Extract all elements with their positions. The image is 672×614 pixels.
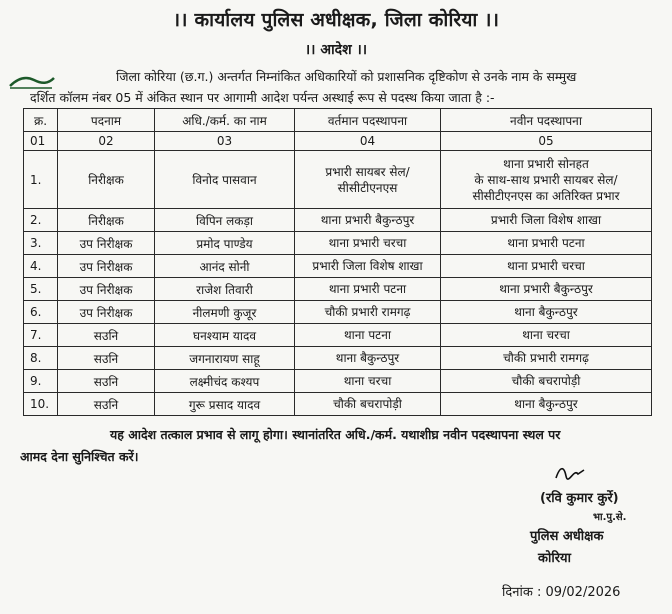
row-officer-name: राजेश तिवारी xyxy=(155,278,295,301)
posting-line: चौकी बचरापोड़ी xyxy=(511,374,581,388)
row-serial: 10. xyxy=(24,393,58,416)
posting-line: थाना प्रभारी चरचा xyxy=(507,259,585,273)
row-serial: 9. xyxy=(24,370,58,393)
row-current-posting xyxy=(295,232,441,255)
row-officer-name: प्रमोद पाण्डेय xyxy=(155,232,295,255)
row-rank: सउनि xyxy=(58,324,155,347)
posting-line: प्रभारी जिला विशेष शाखा xyxy=(490,213,602,227)
posting-line: चौकी प्रभारी रामगढ़ xyxy=(503,351,589,365)
row-serial: 1. xyxy=(24,151,58,209)
col-number: 03 xyxy=(155,132,295,151)
posting-line: थाना प्रभारी पटना xyxy=(507,236,585,250)
page-title: ।। कार्यालय पुलिस अधीक्षक, जिला कोरिया ।। xyxy=(172,9,500,31)
row-rank: सउनि xyxy=(58,393,155,416)
row-new-posting xyxy=(441,209,652,232)
posting-line: थाना बैकुन्ठपुर xyxy=(335,351,400,365)
row-officer-name: घनश्याम यादव xyxy=(155,324,295,347)
row-new-posting xyxy=(441,232,652,255)
col-header-name: अधि./कर्म. का नाम xyxy=(155,109,295,132)
row-current-posting xyxy=(295,151,441,209)
signatory-designation: पुलिस अधीक्षक xyxy=(530,529,604,544)
row-serial: 3. xyxy=(24,232,58,255)
table-row xyxy=(24,151,652,209)
col-number: 01 xyxy=(24,132,58,151)
signatory-place: कोरिया xyxy=(538,551,571,566)
row-rank: सउनि xyxy=(58,370,155,393)
footer-line-1: यह आदेश तत्काल प्रभाव से लागू होगा। स्थानांतरित अधि./कर्म. यथाशीघ्र नवीन पदस्थापना स्थल पर xyxy=(110,427,561,442)
order-date: दिनांक : 09/02/2026 xyxy=(502,585,621,600)
intro-line-2: दर्शित कॉलम नंबर 05 में अंकित स्थान पर आगामी आदेश पर्यन्त अस्थाई रूप से पदस्थ किया जाता है :- xyxy=(30,90,495,105)
row-officer-name: विपिन लकड़ा xyxy=(155,209,295,232)
signatory-name: (रवि कुमार कुर्रे) xyxy=(540,491,619,506)
posting-line: थाना प्रभारी सोनहत xyxy=(503,156,589,171)
table-row xyxy=(24,232,652,255)
row-current-posting xyxy=(295,324,441,347)
row-officer-name: जगनारायण साहू xyxy=(155,347,295,370)
signature-scribble xyxy=(552,462,592,484)
row-current-posting xyxy=(295,301,441,324)
row-current-posting xyxy=(295,347,441,370)
row-current-posting xyxy=(295,209,441,232)
posting-line: प्रभारी सायबर सेल/ xyxy=(325,164,410,179)
posting-line: चौकी बचरापोड़ी xyxy=(333,397,402,411)
posting-line: थाना चरचा xyxy=(522,328,570,342)
row-serial: 7. xyxy=(24,324,58,347)
posting-line: थाना बैकुन्ठपुर xyxy=(514,305,578,319)
row-new-posting xyxy=(441,301,652,324)
row-rank: उप निरीक्षक xyxy=(58,278,155,301)
table-row xyxy=(24,255,652,278)
table-row xyxy=(24,370,652,393)
row-new-posting xyxy=(441,393,652,416)
row-new-posting xyxy=(441,255,652,278)
posting-line: थाना प्रभारी बैकुन्ठपुर xyxy=(499,282,593,296)
col-header-current: वर्तमान पदस्थापना xyxy=(295,109,441,132)
row-serial: 4. xyxy=(24,255,58,278)
table-row xyxy=(24,278,652,301)
row-current-posting xyxy=(295,255,441,278)
row-serial: 2. xyxy=(24,209,58,232)
row-serial: 5. xyxy=(24,278,58,301)
row-serial: 8. xyxy=(24,347,58,370)
row-rank: उप निरीक्षक xyxy=(58,301,155,324)
posting-line: के साथ-साथ प्रभारी सायबर सेल/ xyxy=(474,172,618,187)
posting-line: सीसीटीएनएस का अतिरिक्त प्रभार xyxy=(472,188,620,203)
posting-line: थाना पटना xyxy=(344,328,391,342)
row-current-posting xyxy=(295,370,441,393)
col-number: 04 xyxy=(295,132,441,151)
row-new-posting xyxy=(441,370,652,393)
footer-line-2: आमद देना सुनिश्चित करें। xyxy=(20,449,139,464)
order-intro xyxy=(30,66,666,108)
col-number: 02 xyxy=(58,132,155,151)
row-officer-name: लक्ष्मीचंद कश्यप xyxy=(155,370,295,393)
col-number: 05 xyxy=(441,132,652,151)
signatory-service: भा.पु.से. xyxy=(593,512,627,523)
row-serial: 6. xyxy=(24,301,58,324)
row-new-posting xyxy=(441,347,652,370)
column-number-row xyxy=(24,132,652,151)
posting-line: थाना प्रभारी पटना xyxy=(328,282,407,296)
row-rank: निरीक्षक xyxy=(58,209,155,232)
row-current-posting xyxy=(295,278,441,301)
row-officer-name: आनंद सोनी xyxy=(155,255,295,278)
table-header-row xyxy=(24,109,652,132)
table-row xyxy=(24,393,652,416)
table-row xyxy=(24,347,652,370)
row-new-posting xyxy=(441,324,652,347)
row-rank: सउनि xyxy=(58,347,155,370)
row-current-posting xyxy=(295,393,441,416)
posting-line: प्रभारी जिला विशेष शाखा xyxy=(312,259,423,273)
table-row xyxy=(24,209,652,232)
transfer-table xyxy=(23,108,652,416)
row-new-posting xyxy=(441,278,652,301)
posting-line: चौकी प्रभारी रामगढ़ xyxy=(324,305,411,319)
col-header-new: नवीन पदस्थापना xyxy=(441,109,652,132)
row-new-posting xyxy=(441,151,652,209)
intro-line-1: जिला कोरिया (छ.ग.) अन्तर्गत निम्नांकित अधिकारियों को प्रशासनिक दृष्टिकोण से उनके नाम के सम्मुख xyxy=(116,69,577,84)
table-row xyxy=(24,324,652,347)
row-officer-name: नीलमणी कुजूर xyxy=(155,301,295,324)
posting-line: थाना चरचा xyxy=(343,374,392,388)
posting-line: सीसीटीएनएस xyxy=(337,180,398,195)
table-row xyxy=(24,301,652,324)
row-rank: उप निरीक्षक xyxy=(58,232,155,255)
posting-line: थाना बैकुन्ठपुर xyxy=(514,397,578,411)
posting-line: थाना प्रभारी चरचा xyxy=(328,236,407,250)
row-officer-name: गुरू प्रसाद यादव xyxy=(155,393,295,416)
order-heading: ।। आदेश ।। xyxy=(304,42,368,58)
row-rank: उप निरीक्षक xyxy=(58,255,155,278)
col-header-sn: क्र. xyxy=(24,109,58,132)
col-header-rank: पदनाम xyxy=(58,109,155,132)
row-rank: निरीक्षक xyxy=(58,151,155,209)
row-officer-name: विनोद पासवान xyxy=(155,151,295,209)
posting-line: थाना प्रभारी बैकुन्ठपुर xyxy=(320,213,415,227)
